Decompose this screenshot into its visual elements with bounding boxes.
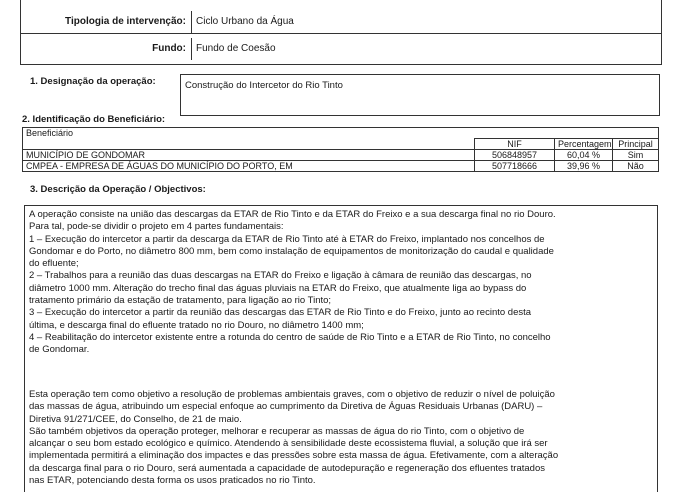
beneficiary-name: CMPEA - EMPRESA DE ÁGUAS DO MUNICÍPIO DO PORTO, EM xyxy=(23,161,475,172)
description-paragraph-1 xyxy=(29,209,651,357)
table-row xyxy=(23,150,659,161)
description-line: do efluente; xyxy=(29,258,79,270)
beneficiary-principal: Sim xyxy=(613,150,659,161)
description-line: 3 – Execução do intercetor a partir da reunião das descargas das ETAR de Rio Tinto e do Freixo, junto ao recinto desta xyxy=(29,307,532,319)
description-line: 1 – Execução do intercetor a partir da descarga da ETAR de Rio Tinto até à ETAR do Freixo, implantado nos concelhos de xyxy=(29,233,545,245)
principal-column-header: Principal xyxy=(613,139,659,150)
beneficiary-header-label: Beneficiário xyxy=(23,128,659,139)
percentage-column-header: Percentagem xyxy=(555,139,613,150)
designation-value: Construção do Intercetor do Rio Tinto xyxy=(185,80,343,91)
description-paragraph-2 xyxy=(29,389,651,487)
designation-box xyxy=(180,74,660,116)
nif-column-header: NIF xyxy=(475,139,555,150)
description-line: alcançar o seu bom estado ecológico e químico. Atendendo à sensibilidade deste ecossistema fluvial, a solução que irá ser xyxy=(29,438,548,450)
description-line: última, e descarga final do efluente tratado no rio Douro, no diâmetro 1400 mm; xyxy=(29,319,364,331)
name-column-header xyxy=(23,139,475,150)
intervention-type-row xyxy=(21,11,661,33)
intervention-type-value: Ciclo Urbano da Água xyxy=(191,11,664,33)
description-line: nas ETAR, potenciando desta forma os usos praticados no rio Tinto. xyxy=(29,475,316,487)
beneficiary-principal: Não xyxy=(613,161,659,172)
description-line: das massas de água, atribuindo um especial enfoque ao cumprimento da Diretiva de Águas Residuais Urbanas (DARU) – xyxy=(29,401,543,413)
description-line: Para tal, pode-se dividir o projeto em 4 partes fundamentais: xyxy=(29,221,284,233)
table-columns-row xyxy=(23,139,659,150)
operation-info-table xyxy=(20,0,662,65)
fund-label: Fundo: xyxy=(152,43,186,54)
fund-row xyxy=(21,38,661,60)
fund-value: Fundo de Coesão xyxy=(191,38,664,60)
description-line: Gondomar e do Porto, no diâmetro 800 mm, bem como instalação de equipamentos de monitorização do caudal e qualidade xyxy=(29,245,554,257)
beneficiary-percentage: 39,96 % xyxy=(555,161,613,172)
description-line: da descarga final para o rio Douro, será aumentada a capacidade de autodepuração e regeneração dos efluentes tratados xyxy=(29,462,545,474)
table-row xyxy=(23,161,659,172)
description-line: diâmetro 1000 mm. Alteração do trecho final das águas pluviais na ETAR do Freixo, que atualmente liga ao bypass do xyxy=(29,282,527,294)
beneficiary-nif: 507718666 xyxy=(475,161,555,172)
beneficiary-nif: 506848957 xyxy=(475,150,555,161)
section-2-heading: 2. Identificação do Beneficiário: xyxy=(22,114,166,125)
description-line: 2 – Trabalhos para a reunião das duas descargas na ETAR do Freixo e ligação à câmara de reunião das descargas, no xyxy=(29,270,532,282)
description-line: A operação consiste na união das descargas da ETAR de Rio Tinto e da ETAR do Freixo e a sua descarga final no rio Douro. xyxy=(29,209,556,220)
description-box xyxy=(24,205,658,492)
section-3-heading: 3. Descrição da Operação / Objectivos: xyxy=(30,184,206,195)
beneficiary-name: MUNICÍPIO DE GONDOMAR xyxy=(23,150,475,161)
table-header-row xyxy=(23,128,659,139)
intervention-type-label: Tipologia de intervenção: xyxy=(65,16,186,27)
beneficiary-percentage: 60,04 % xyxy=(555,150,613,161)
description-line: Esta operação tem como objetivo a resolução de problemas ambientais graves, com o objetivo de reduzir o nível de poluição xyxy=(29,389,555,400)
description-line: implementada permitirá a eliminação dos impactes e das pressões sobre esta massa de água. Efetivamente, com a alteração xyxy=(29,450,559,462)
description-line: Diretiva 91/271/CEE, do Conselho, de 21 de maio. xyxy=(29,413,242,425)
description-line: 4 – Reabilitação do intercetor existente entre a rotunda do centro de saúde de Rio Tinto e a ETAR de Rio Tinto, no concelho xyxy=(29,331,551,343)
description-line: tratamento primário da estação de tratamento, para ligação ao rio Tinto; xyxy=(29,295,332,307)
beneficiary-table xyxy=(22,127,659,172)
section-1-heading: 1. Designação da operação: xyxy=(30,76,156,87)
description-line: São também objetivos da operação proteger, melhorar e recuperar as massas de água do rio Tinto, com o objetivo de xyxy=(29,425,525,437)
description-line: de Gondomar. xyxy=(29,344,90,356)
